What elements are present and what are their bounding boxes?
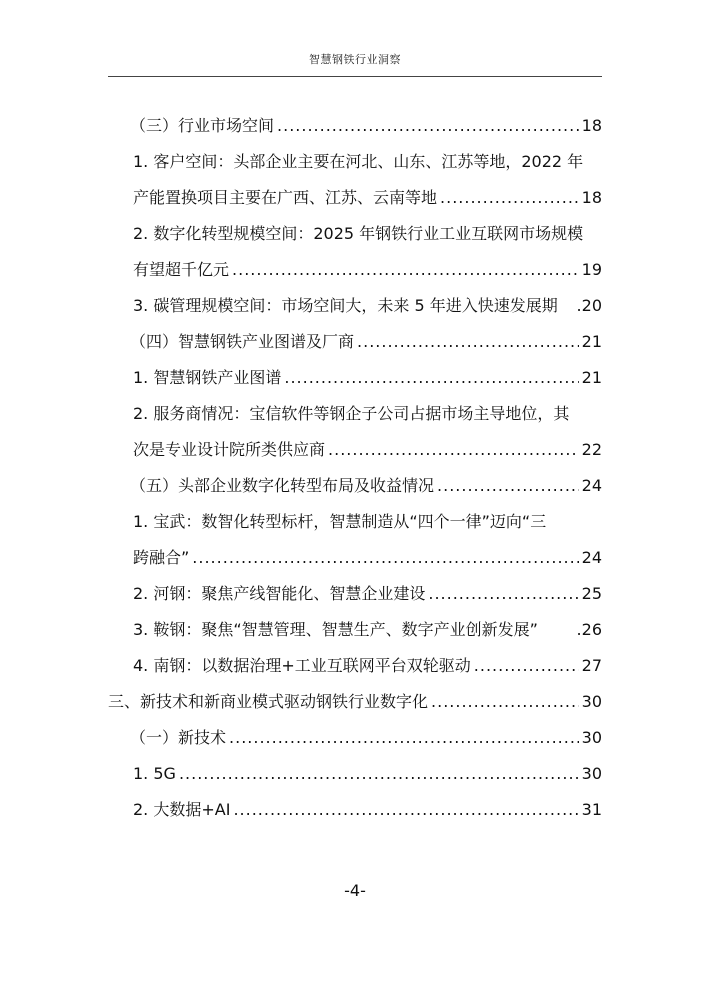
toc-entry-text: 3. 碳管理规模空间：市场空间大，未来 5 年进入快速发展期	[133, 296, 558, 315]
toc-entry-page: 19	[581, 260, 602, 279]
toc-entry-continuation[interactable]	[133, 439, 602, 461]
toc-entry-text: 三、新技术和新商业模式驱动钢铁行业数字化	[108, 692, 429, 711]
toc-entry-text: 次是专业设计院所类供应商	[133, 440, 326, 459]
toc-entry-page: 30	[581, 728, 602, 747]
toc-entry-text: 1. 客户空间：头部企业主要在河北、山东、江苏等地，2022 年	[133, 152, 584, 171]
toc-entry-text: 跨融合”	[133, 548, 190, 567]
toc-entry[interactable]	[130, 727, 602, 749]
toc-entry-page: 31	[581, 800, 602, 819]
toc-leader-dots	[428, 583, 578, 605]
toc-entry-text: 2. 服务商情况：宝信软件等钢企子公司占据市场主导地位，其	[133, 404, 570, 423]
toc-entry-text: 1. 5G	[133, 764, 176, 783]
toc-leader-dots	[474, 655, 579, 677]
toc-entry-page: 30	[581, 764, 602, 783]
toc-entry-text: 1. 智慧钢铁产业图谱	[133, 368, 282, 387]
toc-entry[interactable]	[133, 763, 602, 785]
toc-entry[interactable]	[130, 331, 602, 353]
toc-entry-page: 18	[581, 188, 602, 207]
toc-entry-text: 产能置换项目主要在广西、江苏、云南等地	[133, 188, 438, 207]
toc-entry-page: .26	[576, 620, 602, 639]
page-number: -4-	[344, 881, 366, 900]
toc-entry-continuation[interactable]	[133, 259, 602, 281]
running-header-title: 智慧钢铁行业洞察	[309, 53, 401, 66]
toc-entry-text: （三）行业市场空间	[130, 116, 275, 135]
toc-leader-dots	[440, 187, 579, 209]
toc-entry-text: 3. 鞍钢：聚焦“智慧管理、智慧生产、数字产业创新发展”	[133, 620, 538, 639]
toc-leader-dots	[179, 763, 579, 785]
toc-entry-page: 24	[581, 548, 602, 567]
toc-entry-page: 22	[581, 440, 602, 459]
toc-entry[interactable]	[133, 295, 602, 317]
toc-entry-continuation[interactable]	[133, 547, 602, 569]
toc-entry-text: 2. 大数据+AI	[133, 800, 231, 819]
toc-entry-page: 30	[581, 692, 602, 711]
toc-entry[interactable]	[130, 115, 602, 137]
toc-entry-text: （五）头部企业数字化转型布局及收益情况	[130, 476, 435, 495]
toc-leader-dots	[431, 691, 579, 713]
toc-entry-page: 21	[581, 332, 602, 351]
toc-entry-text: 2. 河钢：聚焦产线智能化、智慧企业建设	[133, 584, 426, 603]
toc-entry-text: 2. 数字化转型规模空间：2025 年钢铁行业工业互联网市场规模	[133, 224, 584, 243]
toc-entry[interactable]	[133, 223, 602, 245]
toc-leader-dots	[328, 439, 579, 461]
toc-leader-dots	[192, 547, 578, 569]
toc-leader-dots	[437, 475, 579, 497]
toc-entry[interactable]	[133, 511, 602, 533]
toc-entry-page: 25	[581, 584, 602, 603]
toc-entry[interactable]	[133, 151, 602, 173]
toc-entry-page: 21	[581, 368, 602, 387]
toc-entry-text: 有望超千亿元	[133, 260, 230, 279]
toc-entry[interactable]	[108, 691, 602, 713]
toc-leader-dots	[277, 115, 579, 137]
toc-leader-dots	[232, 259, 579, 281]
toc-entry[interactable]	[133, 619, 602, 641]
toc-entry-page: 24	[581, 476, 602, 495]
toc-leader-dots	[229, 727, 579, 749]
toc-leader-dots	[284, 367, 578, 389]
toc-entry-text: （一）新技术	[130, 728, 227, 747]
toc-entry-page: .20	[576, 296, 602, 315]
toc-entry-continuation[interactable]	[133, 187, 602, 209]
toc-entry[interactable]	[133, 799, 602, 821]
toc-entry[interactable]	[133, 403, 602, 425]
toc-entry[interactable]	[133, 367, 602, 389]
toc-entry-text: 4. 南钢：以数据治理+工业互联网平台双轮驱动	[133, 656, 471, 675]
toc-entry-page: 18	[581, 116, 602, 135]
toc-entry[interactable]	[130, 475, 602, 497]
toc-entry[interactable]	[133, 655, 602, 677]
toc-leader-dots	[357, 331, 579, 353]
toc-entry[interactable]	[133, 583, 602, 605]
toc-leader-dots	[233, 799, 578, 821]
toc-entry-text: 1. 宝武：数智化转型标杆，智慧制造从“四个一律”迈向“三	[133, 512, 547, 531]
toc-entry-page: 27	[581, 656, 602, 675]
toc-entry-text: （四）智慧钢铁产业图谱及厂商	[130, 332, 355, 351]
